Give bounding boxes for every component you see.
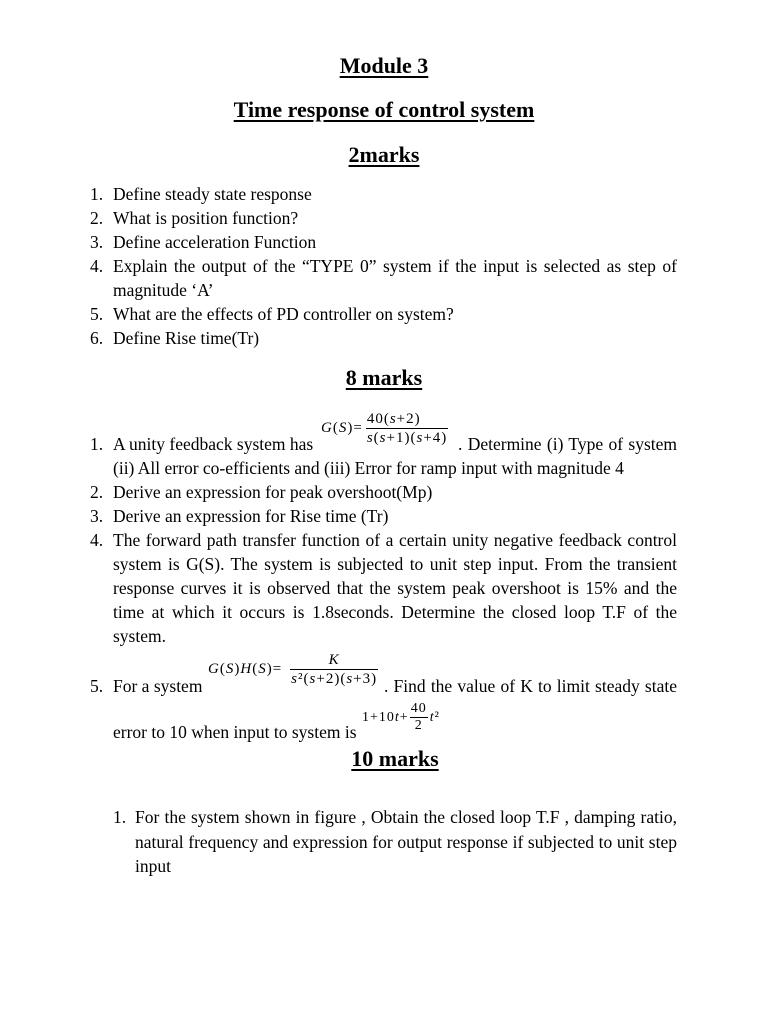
input-expression — [362, 701, 440, 734]
item-number: 1. — [90, 434, 104, 454]
equation-fraction — [366, 410, 448, 447]
item-text-continued: time at which it occurs is 1.8seconds. Determine the closed loop T.F of the — [113, 602, 677, 622]
item-text: A unity feedback system has — [113, 434, 314, 454]
item-text-after-equation: . Find the value of K to limit steady state — [384, 676, 677, 696]
item-text-continued: (ii) All error co-efficients and (iii) Error for ramp input with magnitude 4 — [113, 458, 624, 478]
item-text: For the system shown in figure , Obtain the closed loop T.F , damping ratio, — [135, 807, 677, 827]
transfer-function-equation — [321, 410, 448, 447]
item-number: 4. — [90, 530, 104, 550]
input-expression-prefix: 1+10t+ — [362, 709, 409, 725]
item-text: For a system — [113, 676, 203, 696]
section-heading-8marks: 8 marks — [345, 365, 423, 390]
item-text-continued: natural frequency and expression for output response if subjected to unit step — [135, 832, 677, 852]
item-text-after-equation: . Determine (i) Type of system — [458, 434, 677, 454]
item-number: 6. — [90, 328, 104, 348]
item-text-continued: error to 10 when input to system is — [113, 722, 357, 742]
equation-lhs: G(S)H(S)= — [208, 661, 283, 677]
item-text-continued: magnitude ‘A’ — [113, 280, 214, 300]
input-expression-denominator: 2 — [414, 718, 423, 733]
input-expression-suffix: t² — [429, 709, 440, 725]
input-expression-numerator: 40 — [410, 701, 427, 716]
section-heading-2marks: 2marks — [348, 142, 420, 167]
item-text: What is position function? — [113, 208, 299, 228]
item-text: Derive an expression for Rise time (Tr) — [113, 506, 389, 526]
item-text: The forward path transfer function of a certain unity negative feedback control — [113, 530, 677, 550]
item-text: Explain the output of the “TYPE 0” system if the input is selected as step of — [113, 256, 677, 276]
equation-numerator: 40(s+2) — [366, 410, 448, 429]
item-text-continued: input — [135, 856, 171, 876]
item-number: 4. — [90, 256, 104, 276]
equation-fraction — [290, 651, 378, 688]
item-text: Derive an expression for peak overshoot(Mp) — [113, 482, 433, 502]
module-title: Module 3 — [339, 53, 429, 78]
item-number: 5. — [90, 304, 104, 324]
item-text-continued: response curves it is observed that the system peak overshoot is 15% and the — [113, 578, 677, 598]
item-number: 3. — [90, 232, 104, 252]
topic-title: Time response of control system — [233, 97, 535, 122]
item-text-continued: system is G(S). The system is subjected to unit step input. From the transient — [113, 554, 677, 574]
equation-lhs: G(S)= — [321, 420, 363, 436]
item-text-continued: system. — [113, 626, 166, 646]
item-number: 2. — [90, 208, 104, 228]
item-text: What are the effects of PD controller on system? — [113, 304, 454, 324]
item-text: Define acceleration Function — [113, 232, 317, 252]
section-heading-10marks: 10 marks — [351, 746, 439, 771]
item-number: 3. — [90, 506, 104, 526]
equation-denominator: s(s+1)(s+4) — [366, 430, 448, 446]
open-loop-transfer-function-equation — [208, 651, 378, 688]
item-text: Define Rise time(Tr) — [113, 328, 260, 348]
item-number: 5. — [90, 676, 104, 696]
equation-numerator: K — [290, 651, 378, 670]
item-number: 1. — [113, 807, 127, 827]
item-number: 1. — [90, 184, 104, 204]
input-expression-fraction — [410, 701, 428, 734]
item-number: 2. — [90, 482, 104, 502]
item-text: Define steady state response — [113, 184, 312, 204]
equation-denominator: s²(s+2)(s+3) — [291, 671, 378, 687]
